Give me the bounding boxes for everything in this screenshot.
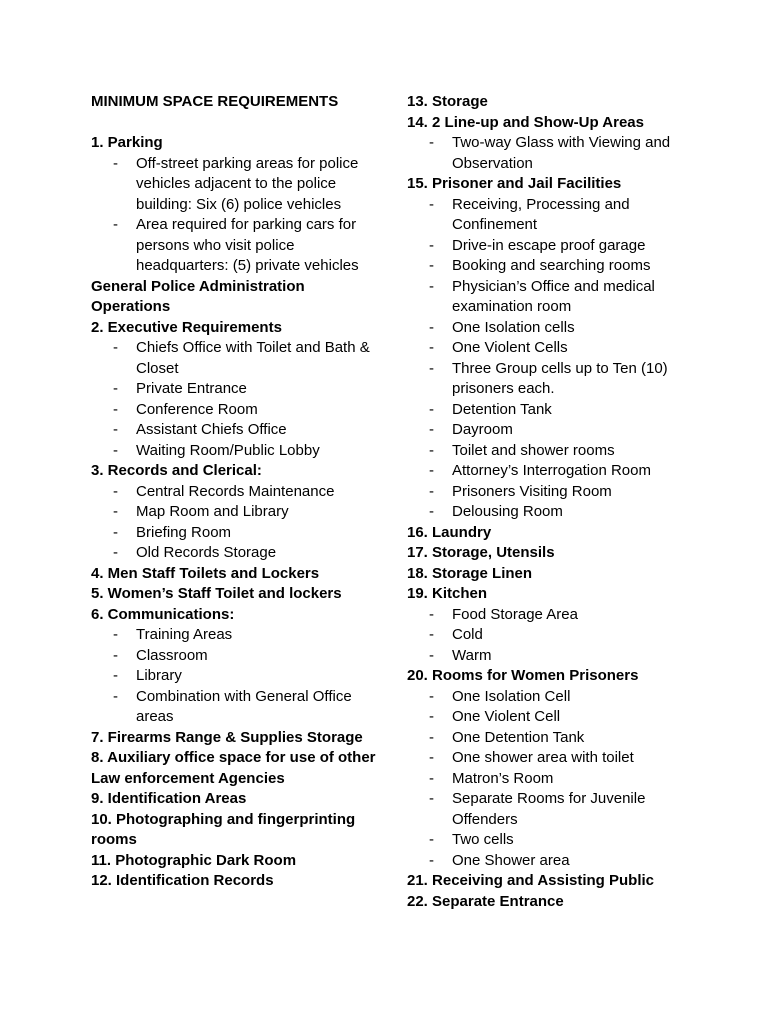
section <box>91 810 381 851</box>
list-item-text: Library <box>136 667 182 684</box>
dash-bullet-icon: - <box>429 482 434 500</box>
section <box>91 133 381 277</box>
list-item <box>407 851 707 872</box>
section-heading: 13. Storage <box>407 93 488 110</box>
section-heading: 2. Executive Requirements <box>91 318 282 336</box>
list-item <box>407 769 707 790</box>
list-item <box>407 687 707 708</box>
section-heading: 17. Storage, Utensils <box>407 544 555 561</box>
section <box>91 871 381 892</box>
section <box>91 277 381 318</box>
dash-bullet-icon: - <box>429 605 434 623</box>
dash-bullet-icon: - <box>429 769 434 787</box>
list-item <box>407 728 707 749</box>
list-item-text: Warm <box>452 646 492 664</box>
section <box>407 543 707 564</box>
dash-bullet-icon: - <box>429 277 434 295</box>
list-item <box>91 625 381 646</box>
list-item-text: Three Group cells up to Ten (10) prisoners each. <box>452 359 668 397</box>
dash-bullet-icon: - <box>113 400 118 418</box>
bullet-list <box>91 625 381 728</box>
list-item-text: One Isolation Cell <box>452 687 571 705</box>
dash-bullet-icon: - <box>113 667 118 684</box>
list-item-text: One Detention Tank <box>452 728 585 746</box>
section-heading: 12. Identification Records <box>91 872 274 889</box>
dash-bullet-icon: - <box>429 441 434 459</box>
bullet-list <box>407 605 707 667</box>
list-item <box>407 133 707 174</box>
dash-bullet-icon: - <box>113 339 118 356</box>
list-item-text: Detention Tank <box>452 400 552 418</box>
list-item-text: Prisoners Visiting Room <box>452 482 612 500</box>
section-heading: 7. Firearms Range & Supplies Storage <box>91 728 363 746</box>
list-item-text: Two cells <box>452 831 514 848</box>
list-item-text: Chiefs Office with Toilet and Bath & Closet <box>136 339 370 377</box>
section-heading: 22. Separate Entrance <box>407 892 564 910</box>
section <box>91 605 381 728</box>
section-heading: 21. Receiving and Assisting Public <box>407 872 655 889</box>
list-item <box>407 789 707 830</box>
dash-bullet-icon: - <box>429 134 434 151</box>
list-item <box>91 420 381 441</box>
section-heading: 20. Rooms for Women Prisoners <box>407 667 639 684</box>
list-item <box>91 543 381 564</box>
list-item-text: Classroom <box>136 646 208 664</box>
list-item <box>407 461 707 482</box>
list-item <box>91 523 381 544</box>
dash-bullet-icon: - <box>429 359 434 377</box>
list-item-text: Separate Rooms for Juvenile Offenders <box>452 790 646 828</box>
list-item <box>407 605 707 626</box>
list-item <box>91 338 381 379</box>
section-heading: 18. Storage Linen <box>407 564 533 582</box>
list-item-text: Delousing Room <box>452 503 563 520</box>
dash-bullet-icon: - <box>429 790 434 807</box>
list-item <box>407 359 707 400</box>
list-item <box>407 236 707 257</box>
dash-bullet-icon: - <box>113 503 118 520</box>
list-item <box>91 687 381 728</box>
list-item <box>407 502 707 523</box>
section-heading: General Police Administration Operations <box>91 277 305 315</box>
dash-bullet-icon: - <box>429 831 434 848</box>
list-item <box>407 318 707 339</box>
section <box>407 113 707 175</box>
dash-bullet-icon: - <box>429 236 434 254</box>
list-item <box>407 277 707 318</box>
list-item <box>407 707 707 728</box>
section <box>407 92 707 113</box>
section-heading: 19. Kitchen <box>407 585 488 602</box>
section <box>407 892 707 913</box>
list-item-text: Toilet and shower rooms <box>452 441 615 459</box>
list-item-text: Off-street parking areas for police vehicles adjacent to the police building: Six (6) police vehicles <box>136 154 359 213</box>
list-item <box>91 502 381 523</box>
dash-bullet-icon: - <box>429 257 434 274</box>
list-item <box>407 338 707 359</box>
dash-bullet-icon: - <box>113 544 118 561</box>
list-item <box>407 400 707 421</box>
dash-bullet-icon: - <box>429 749 434 766</box>
list-item <box>91 215 381 277</box>
dash-bullet-icon: - <box>429 195 434 213</box>
dash-bullet-icon: - <box>113 482 118 500</box>
dash-bullet-icon: - <box>429 339 434 356</box>
section-heading: 5. Women’s Staff Toilet and lockers <box>91 585 342 602</box>
section <box>91 748 381 789</box>
list-item-text: Map Room and Library <box>136 503 289 520</box>
right-column <box>407 92 707 912</box>
list-item-text: Booking and searching rooms <box>452 257 651 274</box>
bullet-list <box>91 154 381 277</box>
list-item-text: Attorney’s Interrogation Room <box>452 462 651 479</box>
list-item-text: Waiting Room/Public Lobby <box>136 441 320 459</box>
list-item <box>407 748 707 769</box>
list-item-text: Conference Room <box>136 400 258 418</box>
section <box>407 523 707 544</box>
list-item-text: One shower area with toilet <box>452 749 634 766</box>
list-item <box>91 379 381 400</box>
list-item-text: Two-way Glass with Viewing and Observation <box>452 134 671 172</box>
dash-bullet-icon: - <box>429 708 434 725</box>
section <box>91 851 381 872</box>
section-heading: 14. 2 Line-up and Show-Up Areas <box>407 113 644 131</box>
list-item <box>91 154 381 216</box>
section-heading: 11. Photographic Dark Room <box>91 851 297 869</box>
section-heading: 3. Records and Clerical: <box>91 462 262 479</box>
list-item <box>407 625 707 646</box>
list-item-text: Physician’s Office and medical examination room <box>452 277 655 315</box>
list-item <box>407 256 707 277</box>
list-item-text: Private Entrance <box>136 380 247 397</box>
list-item <box>91 666 381 687</box>
dash-bullet-icon: - <box>113 421 118 438</box>
list-item-text: Food Storage Area <box>452 605 578 623</box>
list-item <box>91 400 381 421</box>
list-item-text: Drive-in escape proof garage <box>452 236 646 254</box>
list-item-text: Central Records Maintenance <box>136 482 335 500</box>
bullet-list <box>91 338 381 461</box>
list-item <box>407 646 707 667</box>
section-heading: 1. Parking <box>91 134 163 151</box>
list-item <box>91 646 381 667</box>
list-item-text: Training Areas <box>136 626 233 643</box>
dash-bullet-icon: - <box>429 646 434 664</box>
list-item <box>407 830 707 851</box>
list-item-text: Combination with General Office areas <box>136 687 352 725</box>
section <box>91 461 381 564</box>
list-item-text: One Shower area <box>452 851 570 869</box>
list-item-text: Receiving, Processing and Confinement <box>452 195 630 233</box>
dash-bullet-icon: - <box>113 380 118 397</box>
list-item-text: Area required for parking cars for persons who visit police headquarters: (5) private vehicles <box>136 216 359 274</box>
list-item <box>407 441 707 462</box>
section-heading: 8. Auxiliary office space for use of other Law enforcement Agencies <box>91 749 376 787</box>
section <box>407 564 707 585</box>
list-item-text: One Violent Cell <box>452 708 561 725</box>
list-item-text: Dayroom <box>452 421 513 438</box>
dash-bullet-icon: - <box>113 154 118 172</box>
section-heading: 9. Identification Areas <box>91 790 247 807</box>
list-item-text: One Violent Cells <box>452 339 568 356</box>
section <box>407 871 707 892</box>
dash-bullet-icon: - <box>429 400 434 418</box>
list-item-text: Cold <box>452 626 483 643</box>
bullet-list <box>407 133 707 174</box>
dash-bullet-icon: - <box>429 503 434 520</box>
dash-bullet-icon: - <box>429 462 434 479</box>
list-item-text: One Isolation cells <box>452 318 575 336</box>
section-heading: 4. Men Staff Toilets and Lockers <box>91 564 320 582</box>
document-title: MINIMUM SPACE REQUIREMENTS <box>91 93 339 110</box>
list-item-text: Assistant Chiefs Office <box>136 421 287 438</box>
list-item <box>407 420 707 441</box>
section <box>407 666 707 871</box>
dash-bullet-icon: - <box>429 687 434 705</box>
left-column <box>91 92 381 892</box>
bullet-list <box>91 482 381 564</box>
list-item <box>91 441 381 462</box>
section <box>407 174 707 523</box>
section-heading: 6. Communications: <box>91 605 235 623</box>
dash-bullet-icon: - <box>429 421 434 438</box>
dash-bullet-icon: - <box>113 441 118 459</box>
dash-bullet-icon: - <box>113 687 118 705</box>
list-item <box>407 195 707 236</box>
section-heading: 10. Photographing and fingerprinting rooms <box>91 810 356 848</box>
list-item-text: Old Records Storage <box>136 544 277 561</box>
list-item <box>91 482 381 503</box>
dash-bullet-icon: - <box>113 626 118 643</box>
section <box>91 789 381 810</box>
dash-bullet-icon: - <box>429 728 434 746</box>
bullet-list <box>407 687 707 872</box>
dash-bullet-icon: - <box>113 216 118 233</box>
dash-bullet-icon: - <box>113 523 118 541</box>
dash-bullet-icon: - <box>113 646 118 664</box>
bullet-list <box>407 195 707 523</box>
list-item-text: Briefing Room <box>136 523 232 541</box>
section-heading: 16. Laundry <box>407 523 492 541</box>
list-item <box>407 482 707 503</box>
section <box>91 728 381 749</box>
dash-bullet-icon: - <box>429 626 434 643</box>
dash-bullet-icon: - <box>429 851 434 869</box>
section <box>91 564 381 585</box>
list-item-text: Matron’s Room <box>452 769 554 787</box>
dash-bullet-icon: - <box>429 318 434 336</box>
section <box>407 584 707 666</box>
section <box>91 584 381 605</box>
section-heading: 15. Prisoner and Jail Facilities <box>407 175 622 192</box>
section <box>91 318 381 462</box>
